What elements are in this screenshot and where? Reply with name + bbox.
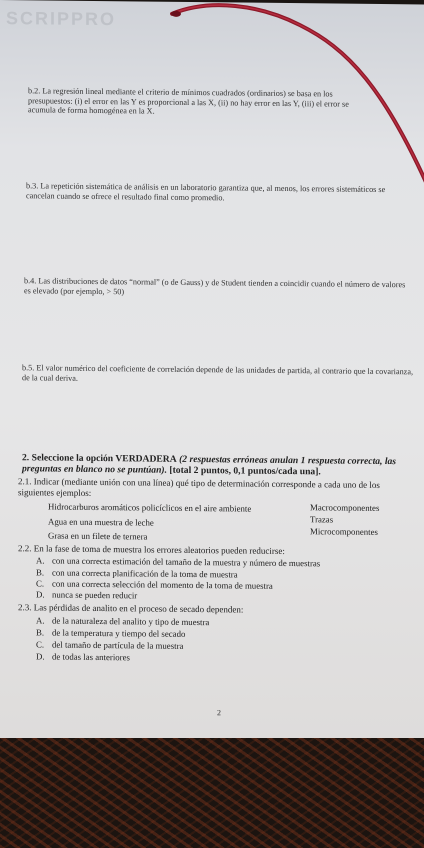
category-right-2: Trazas — [310, 514, 334, 525]
q2-number: 2. — [22, 452, 30, 464]
q22-option-a — [36, 555, 320, 568]
q23-option-d-key: D. — [36, 651, 45, 662]
q2-lead: Seleccione la opción VERDADERA — [31, 452, 177, 465]
q22-option-b — [36, 567, 238, 579]
statement-b4: b.4. Las distribuciones de datos “normal” (o de Gauss) y de Student tienden a coincidir cuando el número de valores es elevado (por ejemplo, > 50) — [24, 276, 406, 296]
example-left-3: Grasa en un filete de ternera — [48, 530, 148, 542]
q22-option-d-text: nunca se pueden reducir — [52, 589, 138, 601]
q22-option-c-key: C. — [36, 578, 45, 589]
q2-instructions: (2 respuestas erróneas anulan 1 respuesta correcta, las preguntas en blanco no se puntúan). — [22, 453, 397, 476]
q22-option-d-key: D. — [36, 589, 45, 600]
paper-brand-watermark: SCRIPPRO — [6, 8, 117, 30]
q23-option-c-key: C. — [36, 639, 45, 650]
q23-option-c — [36, 639, 183, 651]
category-right-1: Macrocomponentes — [310, 502, 380, 513]
q22-option-a-text: con una correcta estimación del tamaño de la muestra y número de muestras — [52, 555, 321, 569]
q23-option-d — [36, 651, 130, 662]
statement-b2: b.2. La regresión lineal mediante el criterio de mínimos cuadrados (ordinarios) se basa en los presupuestos: (i) el error en las Y es proporcional a las X, (ii) no hay error en las Y, (iii) el error se acumula de forma homogénea en la X. — [28, 86, 349, 116]
q23-option-a — [36, 615, 209, 627]
q23-option-c-text: del tamaño de partícula de la muestra — [52, 639, 184, 651]
category-right-3: Microcomponentes — [310, 526, 378, 537]
question-2-heading — [22, 452, 420, 478]
q23-option-b-text: de la temperatura y tiempo del secado — [52, 627, 186, 639]
question-2-3-text: 2.3. Las pérdidas de analito en el proceso de secado dependen: — [18, 602, 244, 615]
q23-option-a-text: de la naturaleza del analito y tipo de muestra — [52, 615, 210, 628]
q23-option-a-key: A. — [36, 615, 45, 626]
q22-option-a-key: A. — [36, 555, 45, 566]
example-left-2: Agua en una muestra de leche — [48, 516, 154, 528]
question-2-2-text: 2.2. En la fase de toma de muestra los errores aleatorios pueden reducirse: — [18, 543, 285, 556]
q2-score: [total 2 puntos, 0,1 puntos/cada una]. — [169, 464, 321, 478]
page-number: 2 — [217, 708, 221, 718]
q22-option-b-key: B. — [36, 567, 45, 578]
example-left-1: Hidrocarburos aromáticos policíclicos en el aire ambiente — [48, 501, 252, 514]
q22-option-b-text: con una correcta planificación de la toma de muestra — [52, 567, 238, 580]
question-2-1-text: 2.1. Indicar (mediante unión con una línea) qué tipo de determinación corresponde a cada uno de los siguientes ejemplos: — [18, 476, 380, 498]
q22-option-c-text: con una correcta selección del momento de la toma de muestra — [52, 578, 273, 591]
statement-b3: b.3. La repetición sistemática de análisis en un laboratorio garantiza que, al menos, los errores sistemáticos se cancelan cuando se ofrece el resultado final como promedio. — [26, 181, 386, 202]
q23-option-d-text: de todas las anteriores — [52, 651, 130, 663]
background-fabric — [0, 738, 424, 848]
q22-option-d — [36, 589, 137, 600]
q23-option-b — [36, 627, 185, 639]
statement-b5: b.5. El valor numérico del coeficiente de correlación depende de las unidades de partida, al contrario que la covarianza, de la cual deriva. — [22, 363, 414, 383]
q23-option-b-key: B. — [36, 627, 45, 638]
